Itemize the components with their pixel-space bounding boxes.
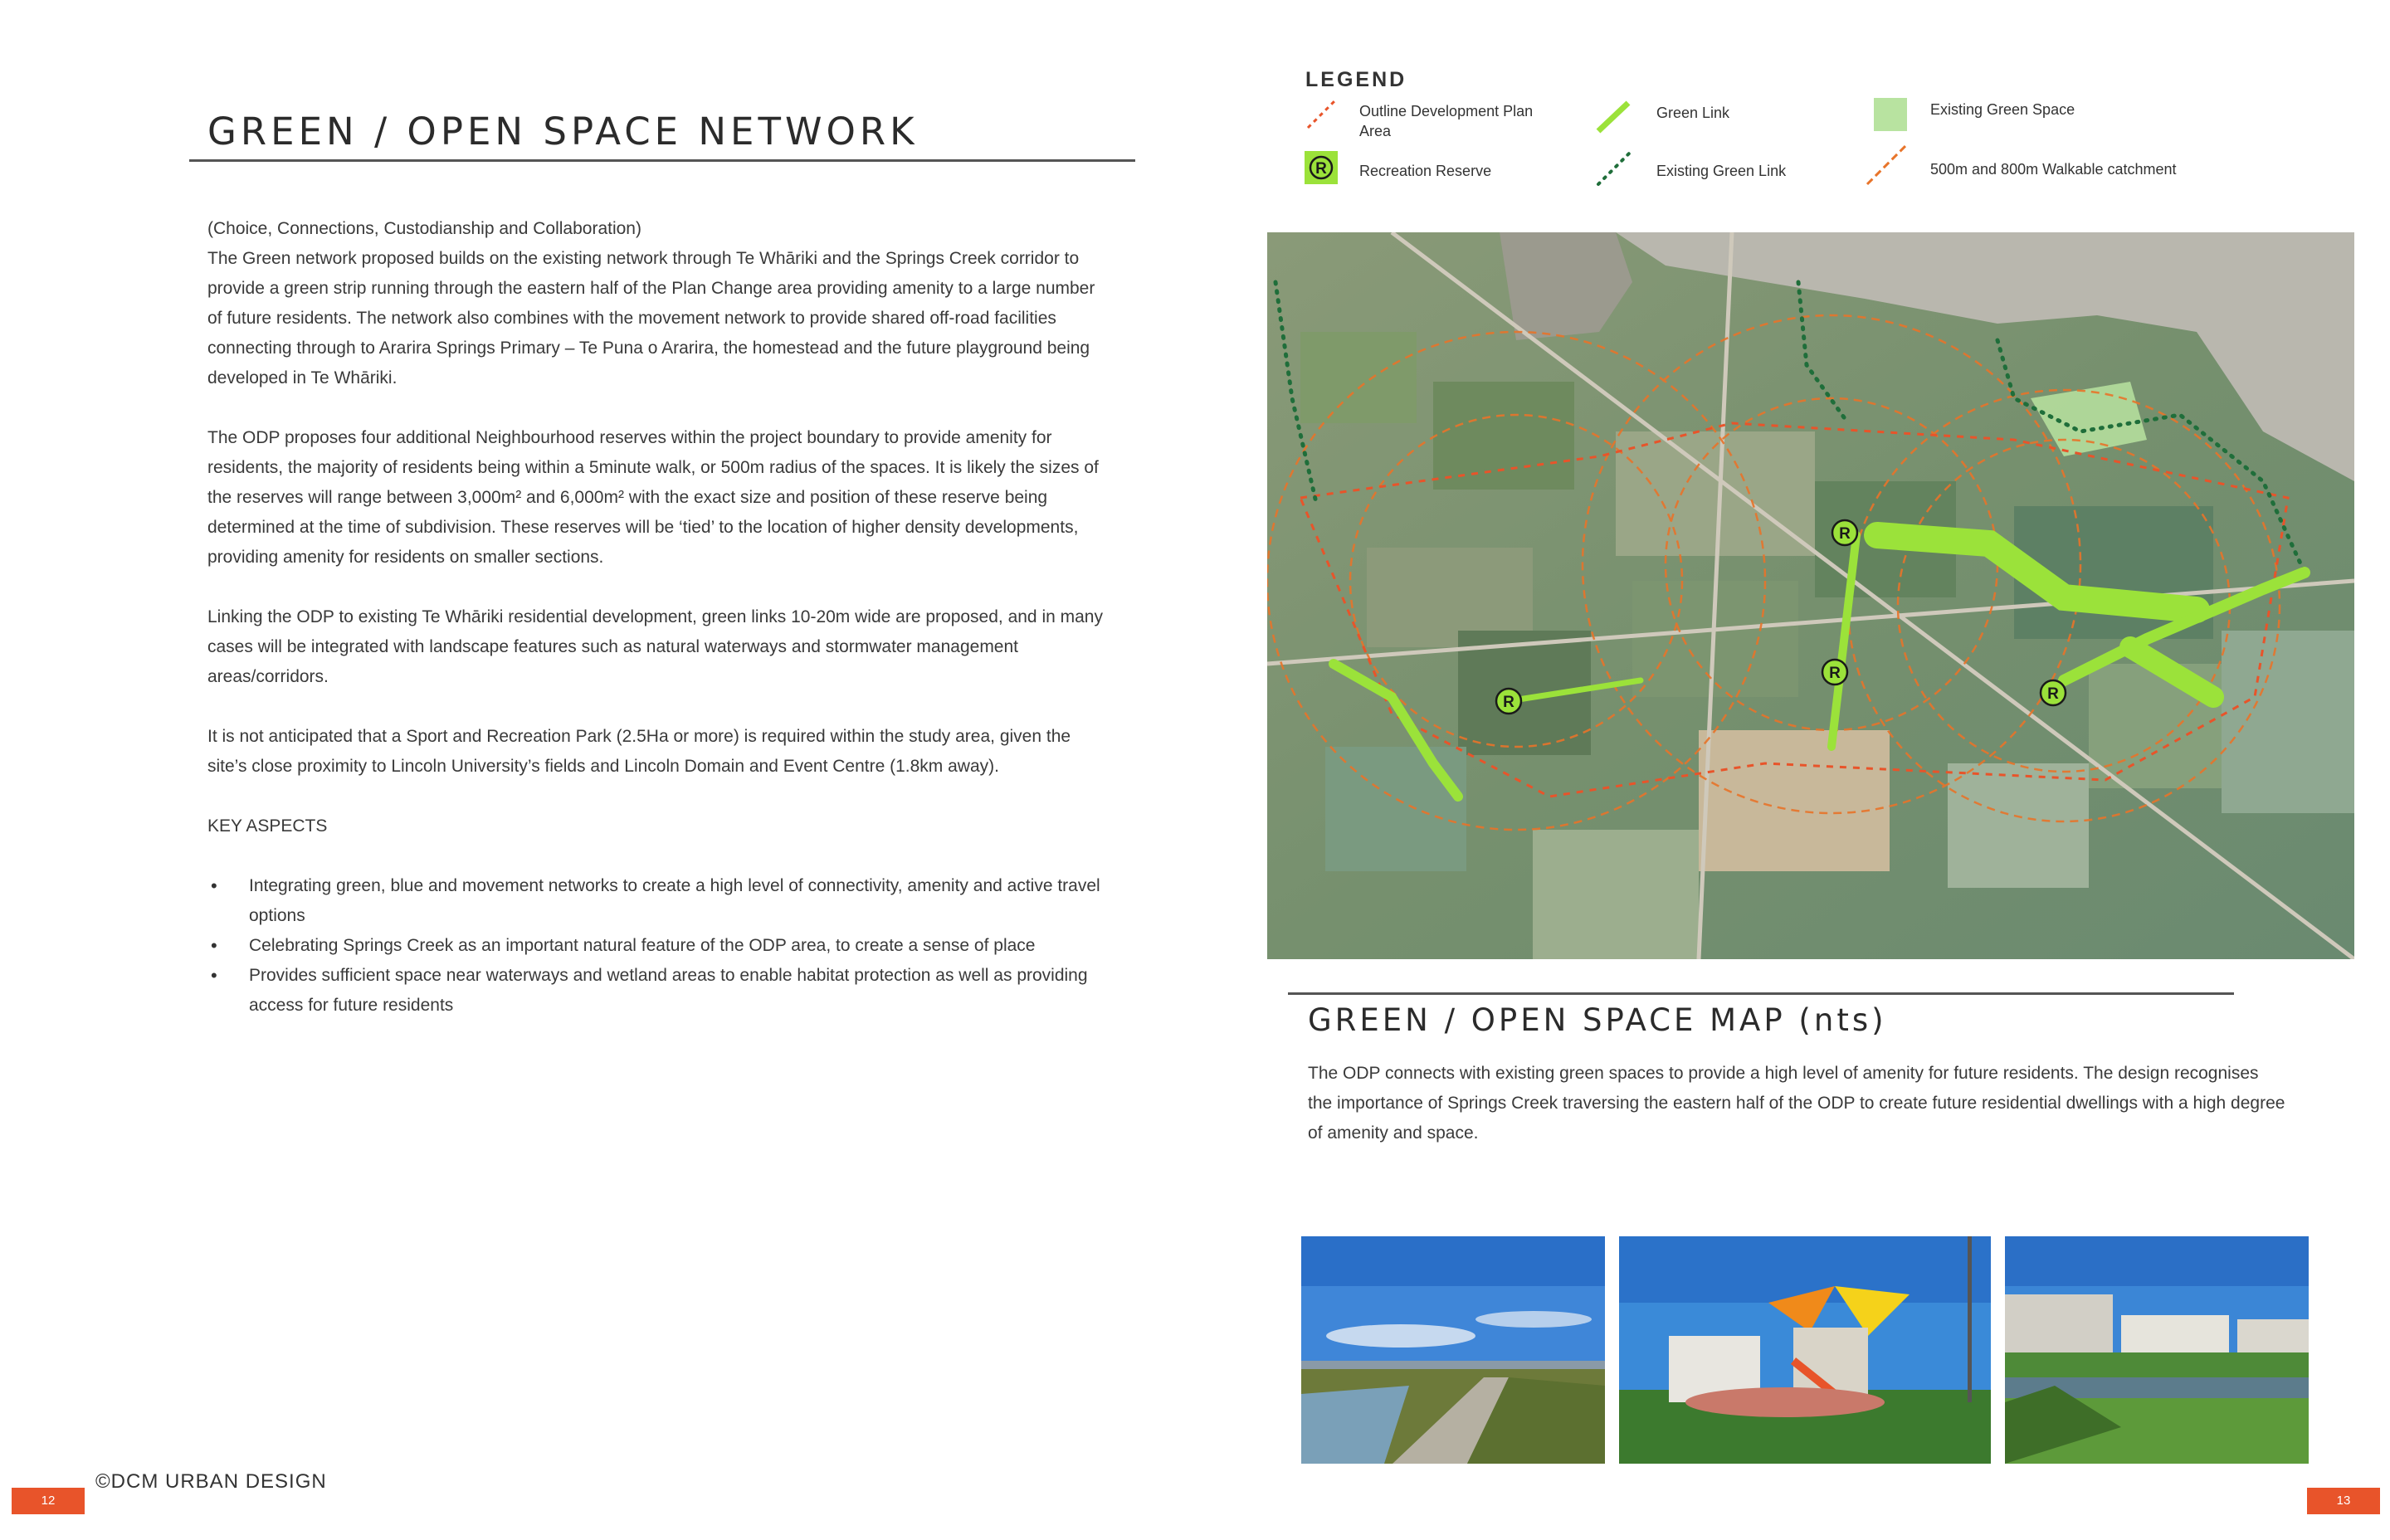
svg-text:R: R [1839, 525, 1851, 543]
list-item: • Celebrating Springs Creek as an important natural feature of the ODP area, to create a sense of place [207, 931, 1104, 961]
title-divider [189, 159, 1135, 162]
paragraph-sport-park: It is not anticipated that a Sport and Recreation Park (2.5Ha or more) is required within the study area, given the site’s close proximity to Lincoln University’s fields and Lincoln Domain and Event Centre (1.8km away). [207, 727, 1071, 776]
paragraph-reserves: The ODP proposes four additional Neighbourhood reserves within the project boundary to provide amenity for residents, the majority of residents being within a 5minute walk, or 500m radius of the spaces. It is likely the sizes of the reserves will range between 3,000m² and 6,000m² with the exact size and position of these reserve being determined at the time of subdivision. These reserves will be ‘tied’ to the location of higher density developments, providing amenity for residents on smaller sections. [207, 428, 1099, 567]
reserve-marker [1496, 689, 1521, 714]
map-description: The ODP connects with existing green spaces to provide a high level of amenity for future residents. The design recognises the importance of Springs Creek traversing the eastern half of the ODP to create future residential dwellings with a high degree of amenity and space. [1308, 1064, 2285, 1143]
page-number-left: 12 [12, 1488, 85, 1514]
legend-label-green-link: Green Link [1656, 105, 1730, 121]
key-aspects-heading: KEY ASPECTS [207, 816, 328, 836]
map-title-divider [1288, 992, 2234, 995]
list-item: • Provides sufficient space near waterways and wetland areas to enable habitat protection as well as providing access for future residents [207, 961, 1104, 1021]
waterway-photo [2005, 1236, 2309, 1464]
list-item: • Integrating green, blue and movement networks to create a high level of connectivity, amenity and active travel options [207, 871, 1104, 931]
legend-label-recreation-reserve: Recreation Reserve [1359, 163, 1492, 179]
legend-title: LEGEND [1305, 68, 1407, 91]
copyright: ©DCM URBAN DESIGN [95, 1470, 327, 1493]
legend-label-walkable-catchment: 500m and 800m Walkable catchment [1930, 161, 2177, 178]
body-text [207, 214, 1104, 1021]
paragraph-subtitle: (Choice, Connections, Custodianship and Collaboration) [207, 219, 641, 238]
path-photo [1301, 1236, 1605, 1464]
dotted-green-line-icon [1593, 148, 1635, 189]
dashed-red-line-icon [1305, 98, 1338, 131]
svg-text:R: R [2047, 685, 2059, 703]
green-link-line-icon [1595, 98, 1633, 136]
svg-text:R: R [1829, 665, 1841, 682]
legend-label-odp-area: Outline Development Plan Area [1359, 103, 1534, 139]
paragraph-green-links: Linking the ODP to existing Te Whāriki residential development, green links 10-20m wide are proposed, and in many cases will be integrated with landscape features such as natural waterways and stormwater management areas/corridors. [207, 607, 1103, 686]
reserve-marker-label: R [1315, 160, 1327, 178]
page-title: GREEN / OPEN SPACE NETWORK [207, 110, 919, 154]
green-square-icon [1874, 98, 1907, 131]
open-space-map [1267, 232, 2354, 959]
map-title: GREEN / OPEN SPACE MAP (nts) [1308, 1002, 1887, 1038]
reserve-marker [1822, 660, 1847, 685]
page-number-right: 13 [2307, 1488, 2380, 1514]
legend-label-existing-green-space: Existing Green Space [1930, 101, 2075, 118]
svg-text:R: R [1503, 694, 1514, 711]
paragraph-green-network: The Green network proposed builds on the existing network through Te Whāriki and the Springs Creek corridor to provide a green strip running through the eastern half of the Plan Change area providing amenity to a large number of future residents. The network also combines with the movement network to provide shared off-road facilities connecting through to Ararira Springs Primary – Te Puna o Ararira, the homestead and the future playground being developed in Te Whāriki. [207, 249, 1095, 387]
reserve-marker [1832, 520, 1857, 545]
recreation-reserve-icon [1303, 149, 1339, 186]
dashed-orange-line-icon [1864, 141, 1910, 188]
legend-label-existing-green-link: Existing Green Link [1656, 163, 1787, 179]
playground-photo [1619, 1236, 1991, 1464]
key-aspects-list [207, 871, 1104, 1021]
reserve-marker [2041, 680, 2066, 705]
